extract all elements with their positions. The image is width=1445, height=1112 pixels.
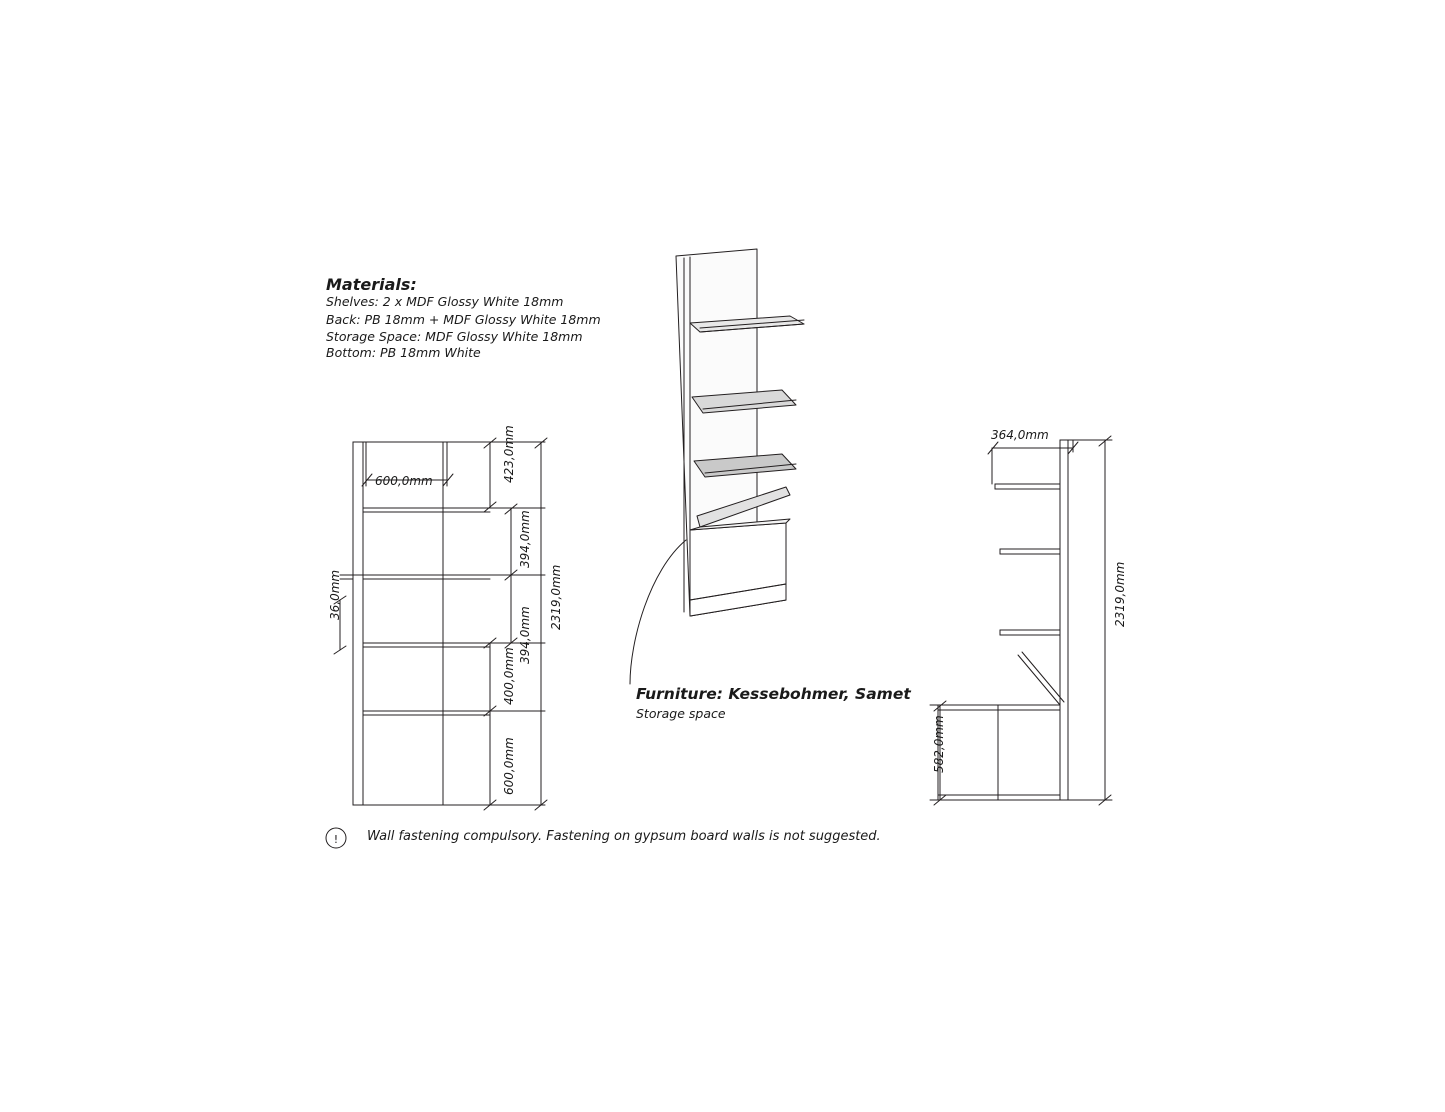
footer-note: Wall fastening compulsory. Fastening on gypsum board walls is not suggested. bbox=[367, 829, 881, 844]
dim-side-depth: 364,0mm bbox=[991, 428, 1049, 442]
materials-title: Materials: bbox=[326, 275, 417, 294]
dim-side-total-height: 2319,0mm bbox=[1113, 561, 1127, 627]
dim-front-total-height: 2319,0mm bbox=[549, 564, 563, 630]
furniture-callout-subtitle: Storage space bbox=[636, 706, 726, 721]
dim-front-segment-top: 423,0mm bbox=[502, 425, 516, 483]
dim-front-segment-2: 394,0mm bbox=[518, 510, 532, 568]
dim-front-width: 600,0mm bbox=[375, 474, 433, 488]
dim-front-segment-bottom: 600,0mm bbox=[502, 737, 516, 795]
side-section-view bbox=[930, 436, 1112, 805]
materials-line-bottom: Bottom: PB 18mm White bbox=[326, 345, 481, 360]
furniture-callout-title: Furniture: Kessebohmer, Samet bbox=[636, 685, 911, 703]
dim-front-segment-4: 400,0mm bbox=[502, 647, 516, 705]
perspective-view bbox=[630, 249, 804, 684]
dim-side-base-depth: 582,0mm bbox=[932, 715, 946, 773]
materials-line-storage-space: Storage Space: MDF Glossy White 18mm bbox=[326, 329, 583, 344]
materials-line-shelves: Shelves: 2 x MDF Glossy White 18mm bbox=[326, 294, 564, 309]
dim-front-thickness: 36,0mm bbox=[328, 569, 342, 620]
dim-front-segment-3: 394,0mm bbox=[518, 606, 532, 664]
warning-marker-glyph: ! bbox=[333, 833, 339, 846]
materials-line-back: Back: PB 18mm + MDF Glossy White 18mm bbox=[326, 312, 601, 327]
